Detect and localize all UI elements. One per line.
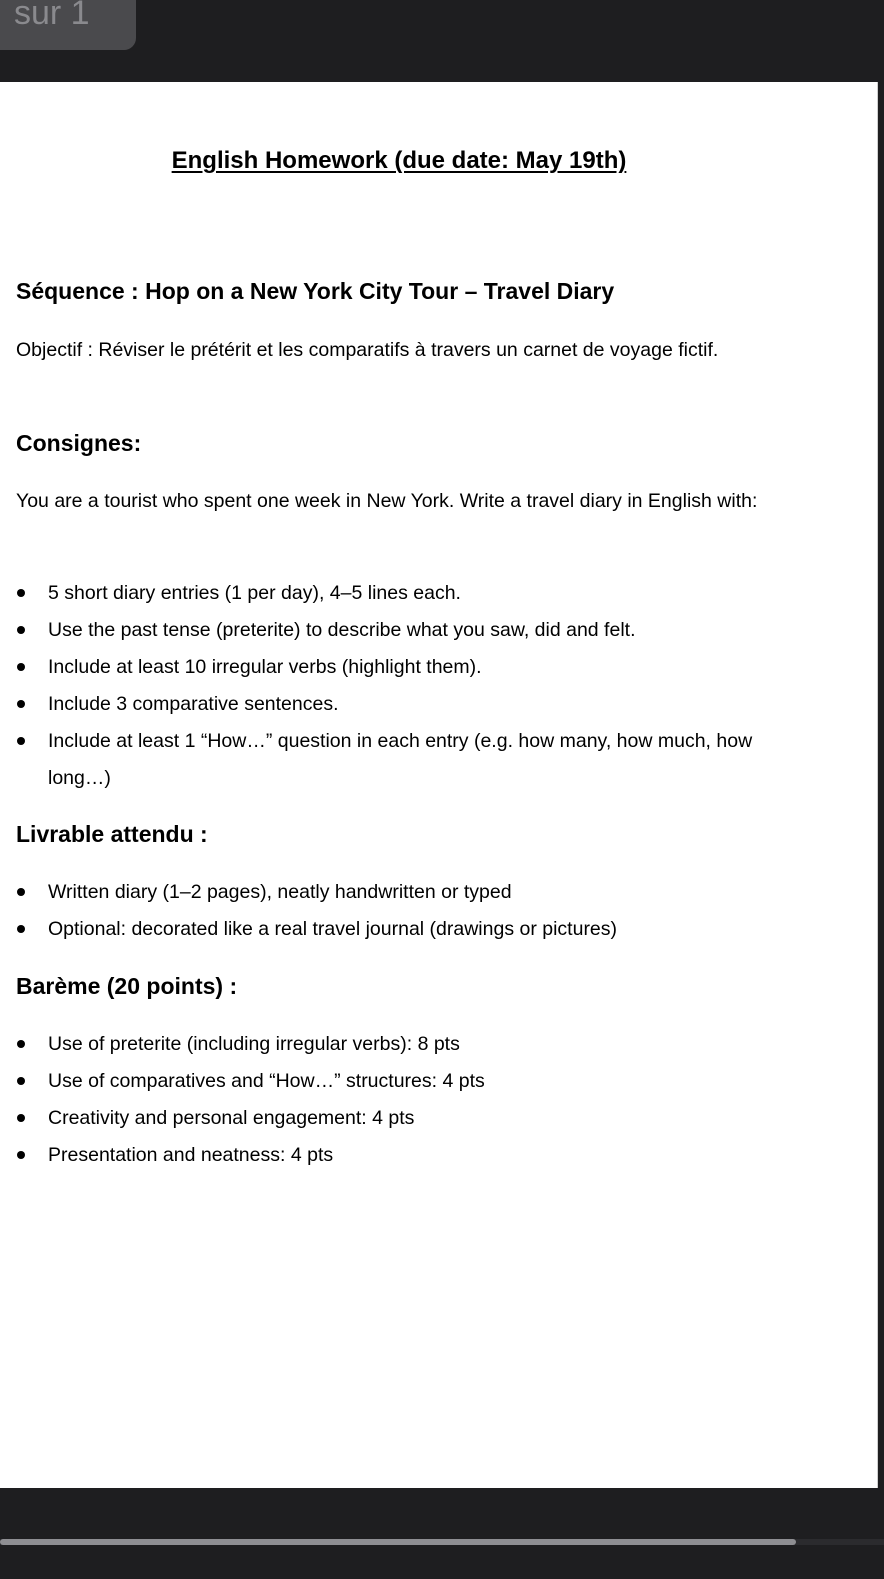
list-item: Written diary (1–2 pages), neatly handwritten or typed (16, 874, 816, 911)
document-title: English Homework (due date: May 19th) (171, 147, 627, 174)
list-item: Optional: decorated like a real travel journal (drawings or pictures) (16, 911, 816, 948)
intro-text: You are a tourist who spent one week in New York. Write a travel diary in English with: (16, 490, 758, 512)
list-item: Use the past tense (preterite) to describe what you saw, did and felt. (16, 612, 816, 649)
bareme-list (16, 1026, 816, 1174)
sequence-heading: Séquence : Hop on a New York City Tour – Travel Diary (16, 278, 615, 304)
list-item: Creativity and personal engagement: 4 pts (16, 1100, 816, 1137)
consignes-heading: Consignes: (16, 430, 142, 456)
bareme-heading: Barème (20 points) : (16, 973, 238, 999)
requirements-list (16, 575, 816, 797)
list-item: Presentation and neatness: 4 pts (16, 1137, 816, 1174)
horizontal-scrollbar[interactable] (0, 1539, 796, 1545)
objective-text: Objectif : Réviser le prétérit et les comparatifs à travers un carnet de voyage fictif. (16, 339, 719, 361)
list-item: Use of comparatives and “How…” structures: 4 pts (16, 1063, 816, 1100)
livrables-list (16, 874, 816, 948)
document-page (0, 82, 878, 1488)
list-item: Use of preterite (including irregular verbs): 8 pts (16, 1026, 816, 1063)
livrable-heading: Livrable attendu : (16, 821, 208, 847)
list-item: Include at least 1 “How…” question in each entry (e.g. how many, how much, how long…) (16, 723, 788, 797)
bottom-bar (0, 1488, 884, 1579)
list-item: Include at least 10 irregular verbs (highlight them). (16, 649, 816, 686)
list-item: 5 short diary entries (1 per day), 4–5 lines each. (16, 575, 816, 612)
page-counter: sur 1 (0, 0, 136, 50)
list-item: Include 3 comparative sentences. (16, 686, 816, 723)
